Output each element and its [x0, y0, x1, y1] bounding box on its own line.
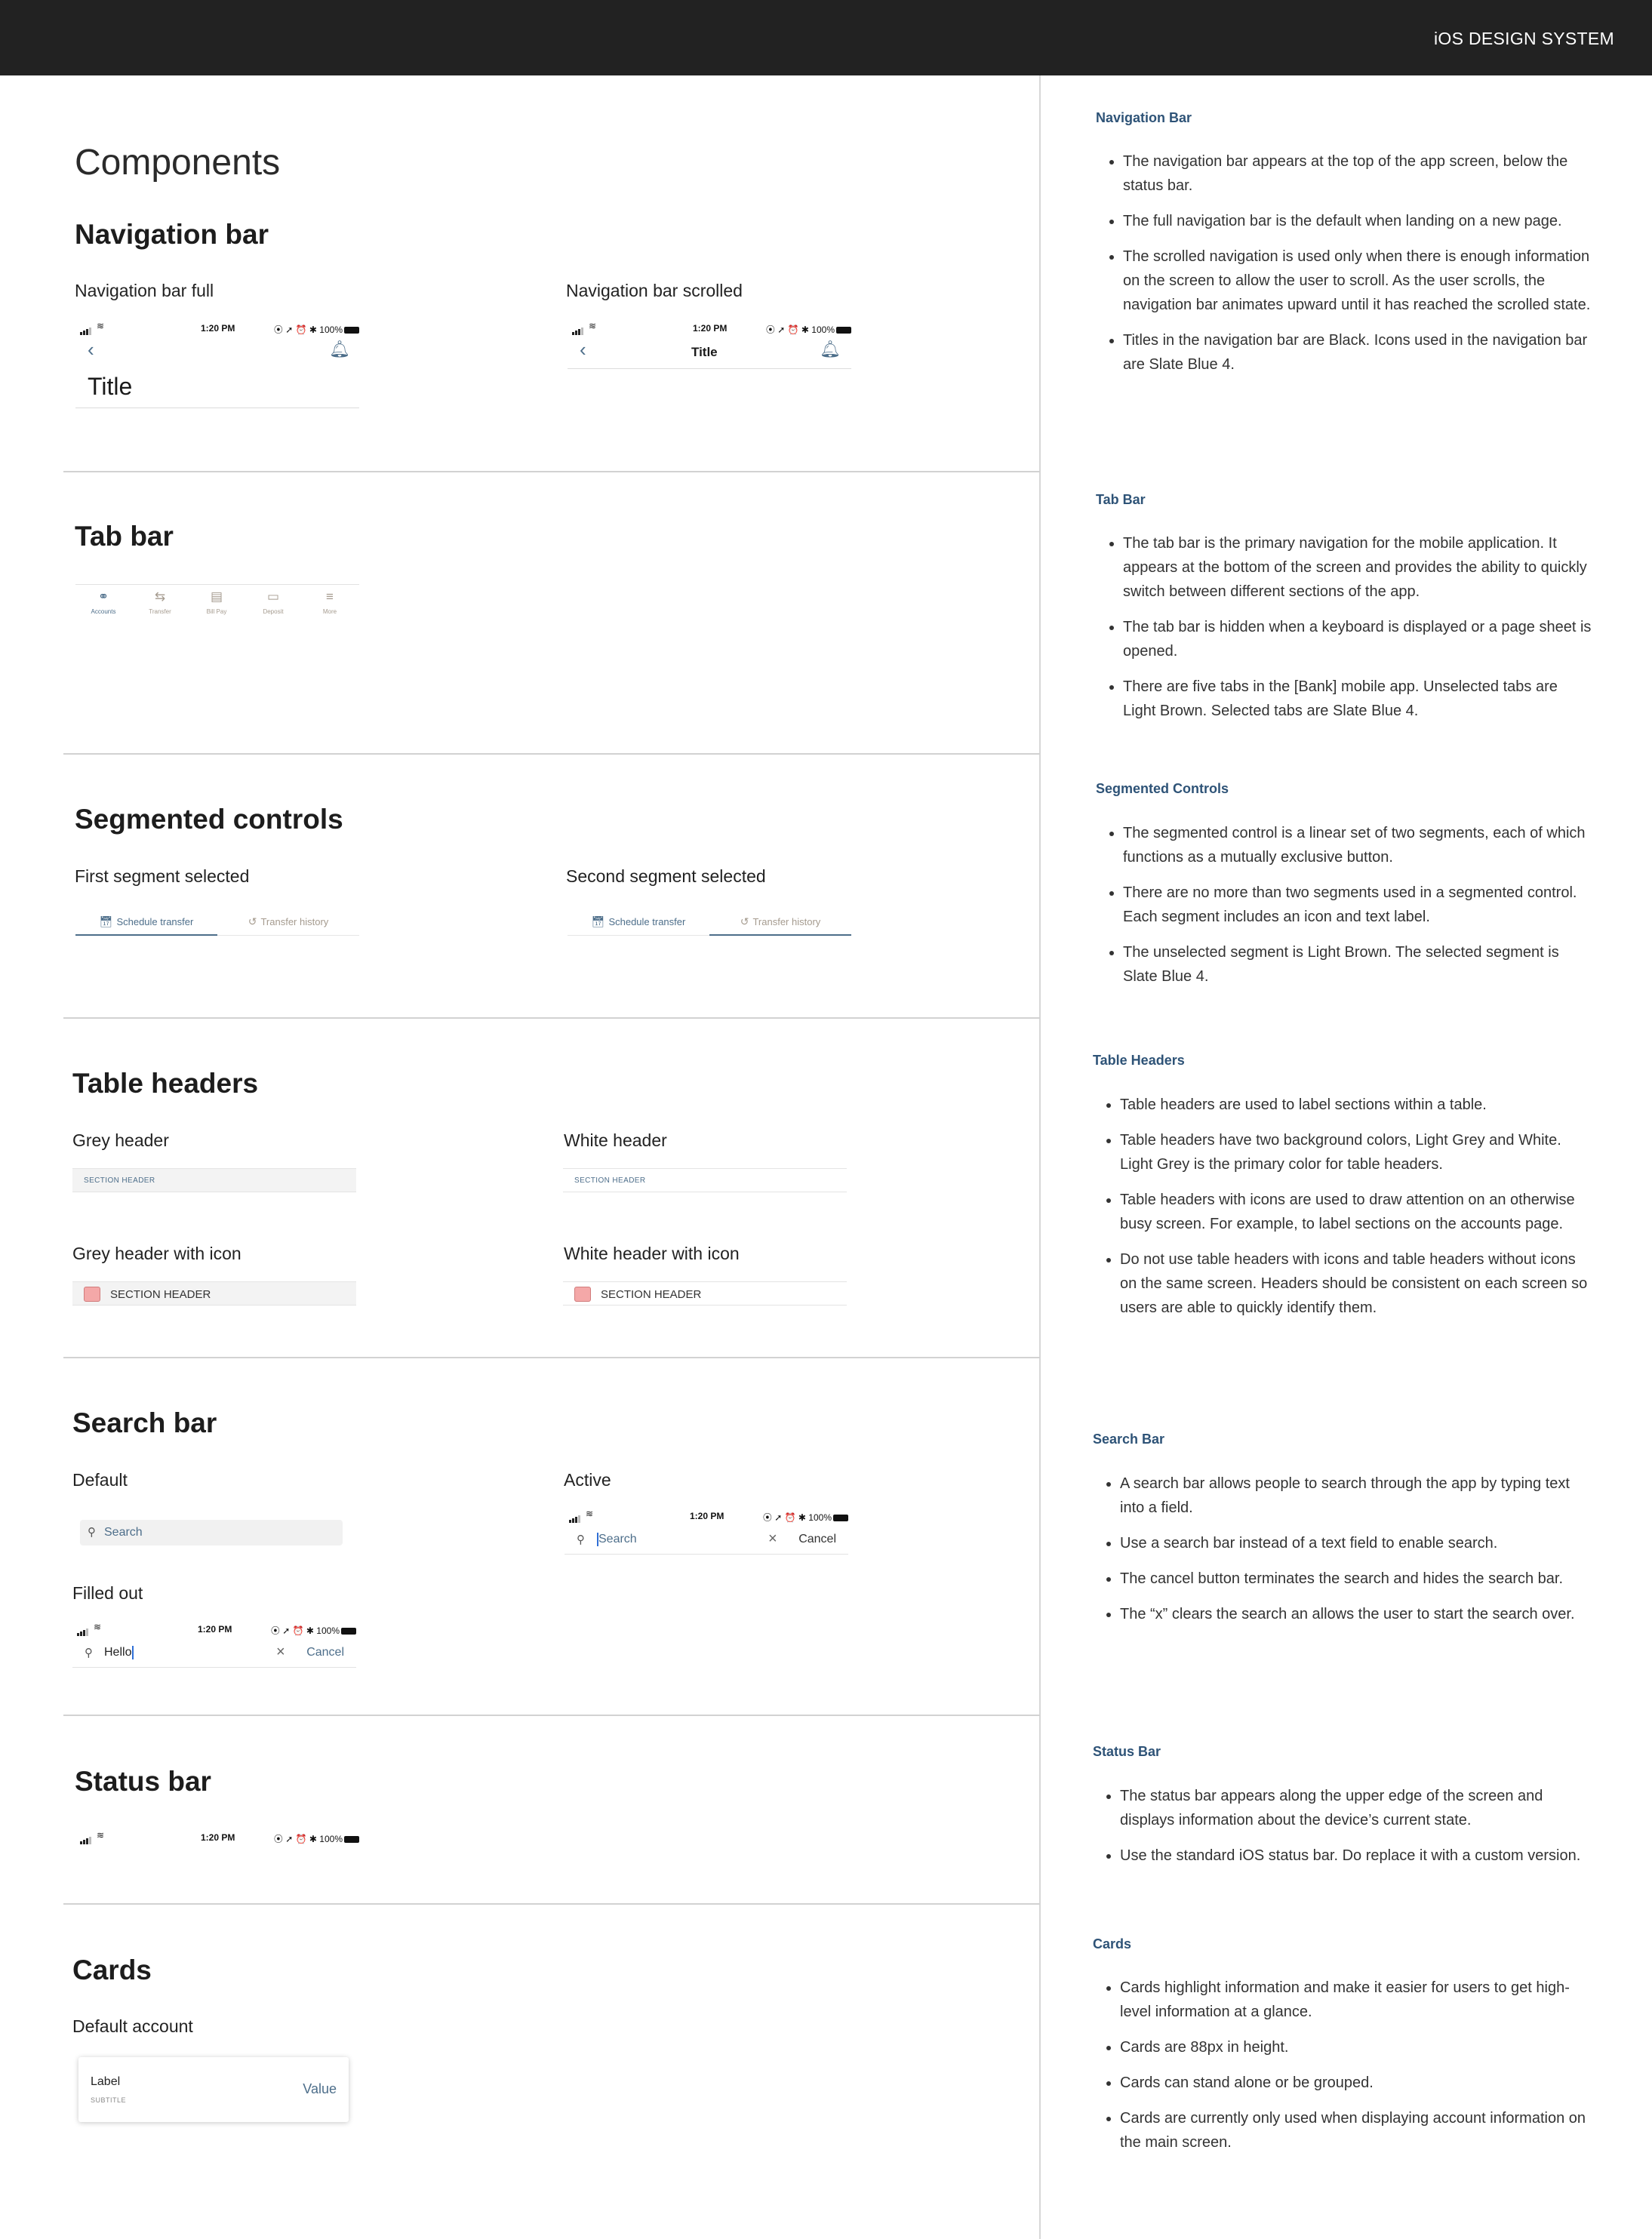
- section-title-status-bar: Status bar: [75, 1766, 211, 1797]
- guideline-item: • Cards can stand alone or be grouped.: [1120, 2071, 1589, 2095]
- guideline-item: • The full navigation bar is the default when landing on a new page.: [1123, 209, 1592, 233]
- card-subtitle: SUBTITLE: [91, 2096, 127, 2104]
- section-header-text: SECTION HEADER: [574, 1176, 646, 1185]
- card-label: Label: [91, 2075, 121, 2088]
- guideline-item: • There are no more than two segments used in a segmented control. Each segment includes an icon and text label.: [1123, 881, 1592, 929]
- status-right: [766, 323, 851, 336]
- signal-icon: [77, 1625, 89, 1636]
- transfer-icon: ⇆: [154, 589, 166, 604]
- section-divider: [63, 1357, 1040, 1358]
- section-icon: [84, 1287, 100, 1302]
- cancel-button[interactable]: Cancel: [798, 1533, 836, 1545]
- label-grey-header-icon: Grey header with icon: [72, 1244, 241, 1263]
- guideline-item: • The tab bar is hidden when a keyboard is displayed or a page sheet is opened.: [1123, 615, 1592, 663]
- battery-percent: 100%: [808, 1512, 832, 1523]
- guideline-heading-search-bar: Search Bar: [1093, 1432, 1165, 1447]
- column-divider: [1039, 75, 1041, 2239]
- tab-label: Bill Pay: [206, 608, 227, 615]
- guideline-item: • There are five tabs in the [Bank] mobile app. Unselected tabs are Light Brown. Selected tabs are Slate Blue 4.: [1123, 675, 1592, 723]
- section-title-navigation-bar: Navigation bar: [75, 219, 269, 250]
- history-icon: ↺: [740, 915, 749, 927]
- section-title-tab-bar: Tab bar: [75, 521, 174, 552]
- calendar-icon: 📅︎: [99, 915, 113, 927]
- guideline-heading-table-headers: Table Headers: [1093, 1053, 1185, 1068]
- status-bar: [72, 1621, 356, 1638]
- status-icons: ⦿ ➚ ⏰ ✱: [765, 324, 809, 335]
- white-table-header: [563, 1168, 847, 1192]
- navbar-large-title: Title: [88, 373, 133, 400]
- guideline-item: • The scrolled navigation is used only when there is enough information on the screen to allow the user to scroll. As the user scrolls, the navigation bar animates upward until it has reached the scrolled state.: [1123, 245, 1592, 317]
- battery-percent: 100%: [811, 324, 835, 335]
- segment-label: Schedule transfer: [608, 916, 686, 927]
- tab-label: Accounts: [91, 608, 116, 615]
- label-search-filled: Filled out: [72, 1583, 143, 1603]
- section-header-text: SECTION HEADER: [110, 1288, 211, 1301]
- status-bar: [75, 320, 359, 337]
- guideline-item: • Use the standard iOS status bar. Do replace it with a custom version.: [1120, 1844, 1589, 1868]
- tab-transfer[interactable]: [134, 589, 186, 615]
- wifi-icon: ≋: [97, 1830, 105, 1841]
- history-icon: ↺: [248, 915, 257, 927]
- search-input[interactable]: [80, 1520, 343, 1545]
- tab-deposit[interactable]: [247, 589, 300, 615]
- guideline-item: • A search bar allows people to search through the app by typing text into a field.: [1120, 1472, 1589, 1520]
- grey-table-header: [72, 1168, 356, 1192]
- signal-icon: [80, 1834, 92, 1844]
- battery-percent: 100%: [319, 324, 343, 335]
- guideline-item: • The “x” clears the search an allows the user to start the search over.: [1120, 1602, 1589, 1626]
- battery-percent: 100%: [319, 1834, 343, 1844]
- guideline-item: • The cancel button terminates the search and hides the search bar.: [1120, 1567, 1589, 1591]
- header-title: iOS DESIGN SYSTEM: [1434, 29, 1614, 48]
- status-time: 1:20 PM: [198, 1624, 232, 1635]
- status-time: 1:20 PM: [693, 323, 728, 334]
- segment-transfer-history[interactable]: [709, 906, 851, 936]
- guideline-list-search-bar: [1106, 1472, 1589, 1638]
- guideline-heading-status-bar: Status Bar: [1093, 1744, 1161, 1759]
- guideline-item: • Cards are currently only used when displaying account information on the main screen.: [1120, 2106, 1589, 2154]
- section-divider: [63, 753, 1040, 755]
- battery-icon: [836, 327, 851, 334]
- status-time: 1:20 PM: [201, 1832, 235, 1843]
- guideline-item: • Cards are 88px in height.: [1120, 2035, 1589, 2059]
- guideline-list-navigation-bar: [1109, 149, 1592, 388]
- signal-icon: [80, 324, 92, 335]
- guideline-item: • The segmented control is a linear set of two segments, each of which functions as a mutually exclusive button.: [1123, 821, 1592, 869]
- status-right: [763, 1511, 848, 1524]
- navbar-divider: [568, 368, 851, 369]
- grey-table-header-with-icon: [72, 1281, 356, 1306]
- label-navbar-full: Navigation bar full: [75, 281, 214, 300]
- guideline-heading-cards: Cards: [1093, 1936, 1132, 1951]
- guideline-item: • Do not use table headers with icons and table headers without icons on the same screen. Headers should be consistent on each screen so users are able to quickly identify them.: [1120, 1247, 1589, 1320]
- battery-icon: [833, 1515, 848, 1521]
- status-time: 1:20 PM: [690, 1511, 724, 1521]
- section-divider: [63, 471, 1040, 472]
- label-search-active: Active: [564, 1470, 611, 1490]
- section-header-text: SECTION HEADER: [84, 1176, 155, 1185]
- guideline-item: • Use a search bar instead of a text field to enable search.: [1120, 1531, 1589, 1555]
- search-value: Hello: [104, 1646, 132, 1659]
- guideline-item: • Cards highlight information and make it easier for users to get high-level information at a glance.: [1120, 1976, 1589, 2024]
- label-first-segment: First segment selected: [75, 866, 250, 886]
- section-icon: [574, 1287, 591, 1302]
- wifi-icon: ≋: [97, 321, 105, 331]
- status-bar: [568, 320, 851, 337]
- guideline-list-tab-bar: [1109, 531, 1592, 734]
- wifi-icon: ≋: [94, 1622, 102, 1632]
- search-icon: ⚲: [88, 1526, 96, 1539]
- label-white-header: White header: [564, 1130, 667, 1150]
- battery-percent: 100%: [316, 1625, 340, 1636]
- clear-icon[interactable]: ×: [276, 1644, 285, 1660]
- calendar-icon: 📅︎: [591, 915, 605, 927]
- status-right: [274, 323, 359, 336]
- search-bar-filled: [72, 1638, 356, 1668]
- section-title-search-bar: Search bar: [72, 1407, 217, 1438]
- status-icons: ⦿ ➚ ⏰ ✱: [273, 1834, 317, 1844]
- guideline-list-segmented-controls: [1109, 821, 1592, 1000]
- segment-label: Transfer history: [752, 916, 821, 927]
- tab-label: Deposit: [263, 608, 284, 615]
- text-caret: [132, 1646, 134, 1659]
- bell-icon[interactable]: 🔔︎: [329, 340, 350, 358]
- status-bar: [75, 1829, 359, 1846]
- segment-label: Transfer history: [260, 916, 329, 927]
- status-bar: [565, 1508, 848, 1524]
- label-grey-header: Grey header: [72, 1130, 169, 1150]
- back-chevron-icon[interactable]: ‹: [88, 338, 94, 361]
- battery-icon: [341, 1628, 356, 1635]
- label-search-default: Default: [72, 1470, 128, 1490]
- search-placeholder: Search: [598, 1533, 637, 1546]
- segment-label: Schedule transfer: [116, 916, 194, 927]
- segment-transfer-history[interactable]: [217, 906, 359, 936]
- white-table-header-with-icon: [563, 1281, 847, 1306]
- guideline-list-cards: [1106, 1976, 1589, 2166]
- guideline-item: • Table headers have two background colors, Light Grey and White. Light Grey is the primary color for table headers.: [1120, 1128, 1589, 1176]
- tab-accounts[interactable]: [77, 589, 130, 615]
- cancel-button[interactable]: Cancel: [306, 1646, 344, 1659]
- status-right: [274, 1832, 359, 1845]
- guideline-item: • The status bar appears along the upper edge of the screen and displays information about the device’s current state.: [1120, 1784, 1589, 1832]
- guideline-item: • Titles in the navigation bar are Black. Icons used in the navigation bar are Slate Blue 4.: [1123, 328, 1592, 377]
- guideline-list-status-bar: [1106, 1784, 1589, 1879]
- top-header: [0, 0, 1652, 75]
- deposit-icon: ▭: [266, 589, 280, 604]
- label-second-segment: Second segment selected: [566, 866, 766, 886]
- segment-schedule-transfer[interactable]: [568, 906, 709, 936]
- segment-schedule-transfer[interactable]: [75, 906, 217, 936]
- navbar-small-title: Title: [691, 345, 718, 359]
- label-default-account: Default account: [72, 2016, 193, 2036]
- section-title-table-headers: Table headers: [72, 1068, 259, 1099]
- search-input[interactable]: [104, 1646, 134, 1659]
- battery-icon: [344, 1836, 359, 1843]
- wifi-icon: ≋: [589, 321, 597, 331]
- card-value: Value: [303, 2081, 337, 2096]
- guideline-item: • The navigation bar appears at the top of the app screen, below the status bar.: [1123, 149, 1592, 198]
- back-chevron-icon[interactable]: ‹: [580, 338, 586, 361]
- guideline-item: • The tab bar is the primary navigation for the mobile application. It appears at the bottom of the screen and provides the ability to quickly switch between different sections of the app.: [1123, 531, 1592, 604]
- section-divider: [63, 1017, 1040, 1019]
- section-divider: [63, 1903, 1040, 1905]
- status-icons: ⦿ ➚ ⏰ ✱: [273, 324, 317, 335]
- battery-icon: [344, 327, 359, 334]
- guideline-item: • Table headers are used to label sections within a table.: [1120, 1093, 1589, 1117]
- signal-icon: [572, 324, 584, 335]
- tab-label: Transfer: [149, 608, 171, 615]
- guideline-heading-tab-bar: Tab Bar: [1096, 492, 1146, 507]
- guideline-heading-navigation-bar: Navigation Bar: [1096, 110, 1192, 125]
- status-right: [271, 1624, 356, 1637]
- section-header-text: SECTION HEADER: [601, 1288, 702, 1301]
- status-icons: ⦿ ➚ ⏰ ✱: [762, 1512, 806, 1523]
- clear-icon[interactable]: ×: [768, 1530, 777, 1547]
- status-icons: ⦿ ➚ ⏰ ✱: [270, 1625, 314, 1636]
- guideline-item: • Table headers with icons are used to draw attention on an otherwise busy screen. For example, to label sections on the accounts page.: [1120, 1188, 1589, 1236]
- label-navbar-scrolled: Navigation bar scrolled: [566, 281, 743, 300]
- tab-bar: [75, 584, 359, 623]
- segmented-control: [75, 906, 359, 936]
- section-divider: [63, 1715, 1040, 1716]
- search-placeholder: Search: [104, 1526, 143, 1539]
- segmented-control: [568, 906, 851, 936]
- section-title-segmented-controls: Segmented controls: [75, 804, 343, 835]
- search-icon: ⚲: [577, 1533, 585, 1546]
- tab-bill-pay[interactable]: [190, 589, 243, 615]
- guideline-item: • The unselected segment is Light Brown. The selected segment is Slate Blue 4.: [1123, 940, 1592, 989]
- account-card[interactable]: [78, 2057, 349, 2122]
- guideline-heading-segmented-controls: Segmented Controls: [1096, 781, 1229, 796]
- status-time: 1:20 PM: [201, 323, 235, 334]
- menu-icon: ≡: [326, 589, 334, 604]
- bell-icon[interactable]: 🔔︎: [820, 340, 841, 358]
- bill-pay-icon: ▤: [210, 589, 223, 604]
- tab-label: More: [322, 608, 337, 615]
- section-title-cards: Cards: [72, 1955, 152, 1985]
- guideline-list-table-headers: [1106, 1093, 1589, 1331]
- page-title: Components: [75, 143, 281, 183]
- search-icon: ⚲: [85, 1647, 93, 1659]
- wifi-icon: ≋: [586, 1509, 594, 1519]
- accounts-icon: ⚭: [97, 589, 109, 604]
- search-input[interactable]: [596, 1533, 637, 1546]
- tab-more[interactable]: [303, 589, 356, 615]
- signal-icon: [569, 1512, 581, 1523]
- label-white-header-icon: White header with icon: [564, 1244, 740, 1263]
- search-bar-active: [565, 1524, 848, 1555]
